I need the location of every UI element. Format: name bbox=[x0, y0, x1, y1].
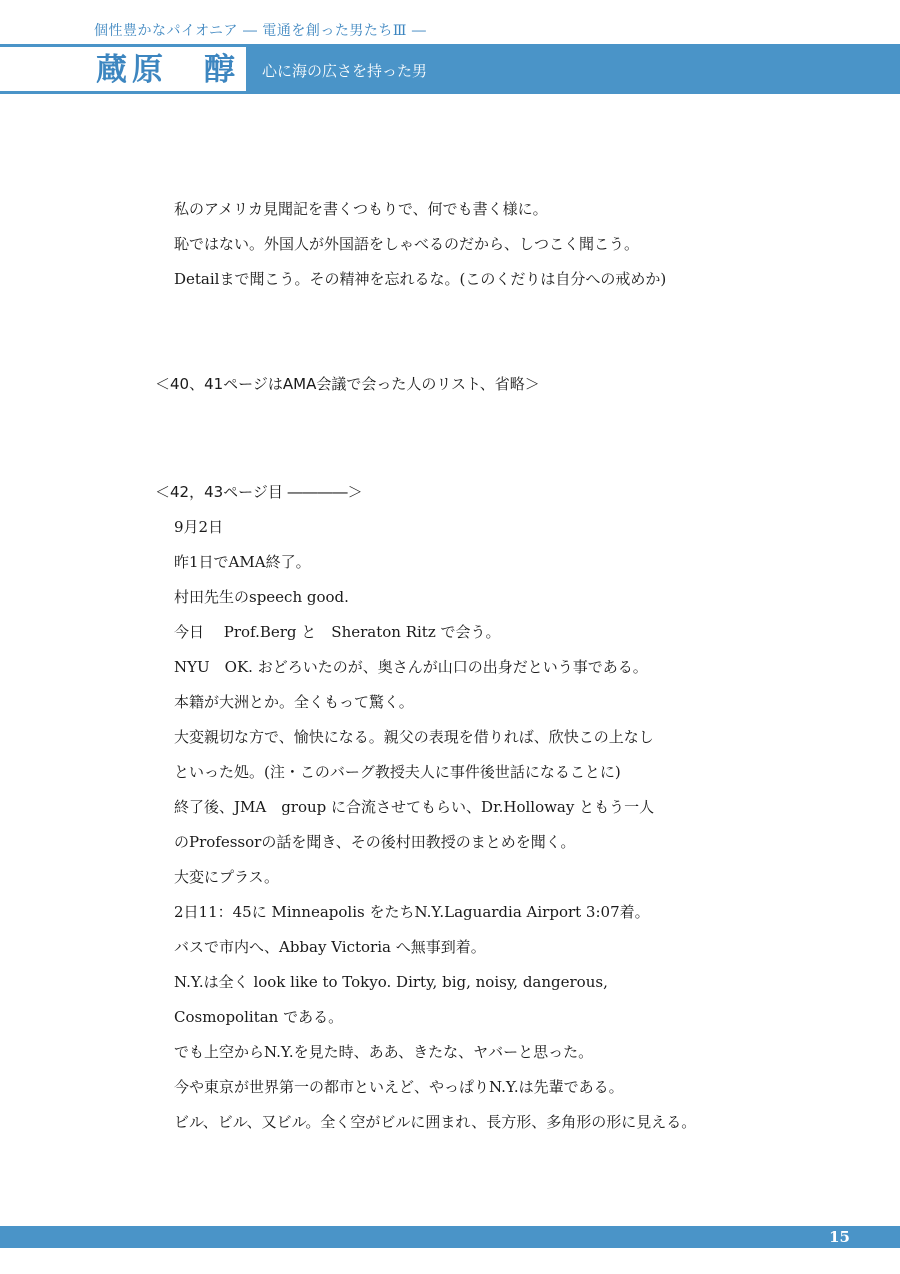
diary-line: 2日11：45に Minneapolis をたちN.Y.Laguardia Airport 3:07着。 bbox=[174, 903, 650, 921]
intro-line: 恥ではない。外国人が外国語をしゃべるのだから、しつこく聞こう。 bbox=[174, 235, 640, 253]
diary-line: でも上空からN.Y.を見た時、ああ、きたな、ヤバーと思った。 bbox=[174, 1043, 594, 1061]
diary-line: といった処。(注・このバーグ教授夫人に事件後世話になることに) bbox=[174, 763, 621, 781]
diary-line: 終了後、JMA group に合流させてもらい、Dr.Holloway ともう一人 bbox=[174, 798, 655, 816]
note-pages-40-41: ＜40、41ページはAMA会議で会った人のリスト、省略＞ bbox=[155, 375, 540, 393]
diary-line: 大変にプラス。 bbox=[174, 868, 280, 886]
diary-line: 大変親切な方で、愉快になる。親父の表現を借りれば、欣快この上なし bbox=[174, 728, 654, 746]
diary-line: Cosmopolitan である。 bbox=[174, 1008, 344, 1026]
intro-line: Detailまで聞こう。その精神を忘れるな。(このくだりは自分への戒めか) bbox=[174, 270, 667, 288]
footer-band bbox=[0, 1226, 900, 1248]
page-number: 15 bbox=[829, 1228, 850, 1246]
diary-line: ビル、ビル、又ビル。全く空がビルに囲まれ、長方形、多角形の形に見える。 bbox=[174, 1113, 697, 1131]
intro-line: 私のアメリカ見聞記を書くつもりで、何でも書く様に。 bbox=[174, 200, 548, 218]
diary-line: 今や東京が世界第一の都市といえど、やっぱりN.Y.は先輩である。 bbox=[174, 1078, 624, 1096]
diary-line: 村田先生のspeech good. bbox=[174, 588, 349, 606]
diary-line: 昨1日でAMA終了。 bbox=[174, 553, 311, 571]
series-title: 個性豊かなパイオニア ― 電通を創った男たちⅢ ― bbox=[94, 23, 427, 39]
diary-line: 9月2日 bbox=[174, 518, 224, 536]
tagline: 心に海の広さを持った男 bbox=[262, 62, 428, 80]
diary-line: バスで市内へ、Abbay Victoria へ無事到着。 bbox=[174, 938, 486, 956]
diary-line: NYU OK. おどろいたのが、奥さんが山口の出身だという事である。 bbox=[174, 658, 648, 676]
diary-line: 今日 Prof.Berg と Sheraton Ritz で会う。 bbox=[174, 623, 501, 641]
heading-pages-42-43: ＜42，43ページ目 ――――＞ bbox=[155, 483, 363, 501]
person-name: 蔵原 醇 bbox=[96, 52, 240, 88]
diary-line: 本籍が大洲とか。全くもって驚く。 bbox=[174, 693, 414, 711]
diary-line: のProfessorの話を聞き、その後村田教授のまとめを聞く。 bbox=[174, 833, 576, 851]
diary-line: N.Y.は全く look like to Tokyo. Dirty, big, noisy, dangerous, bbox=[174, 973, 608, 991]
